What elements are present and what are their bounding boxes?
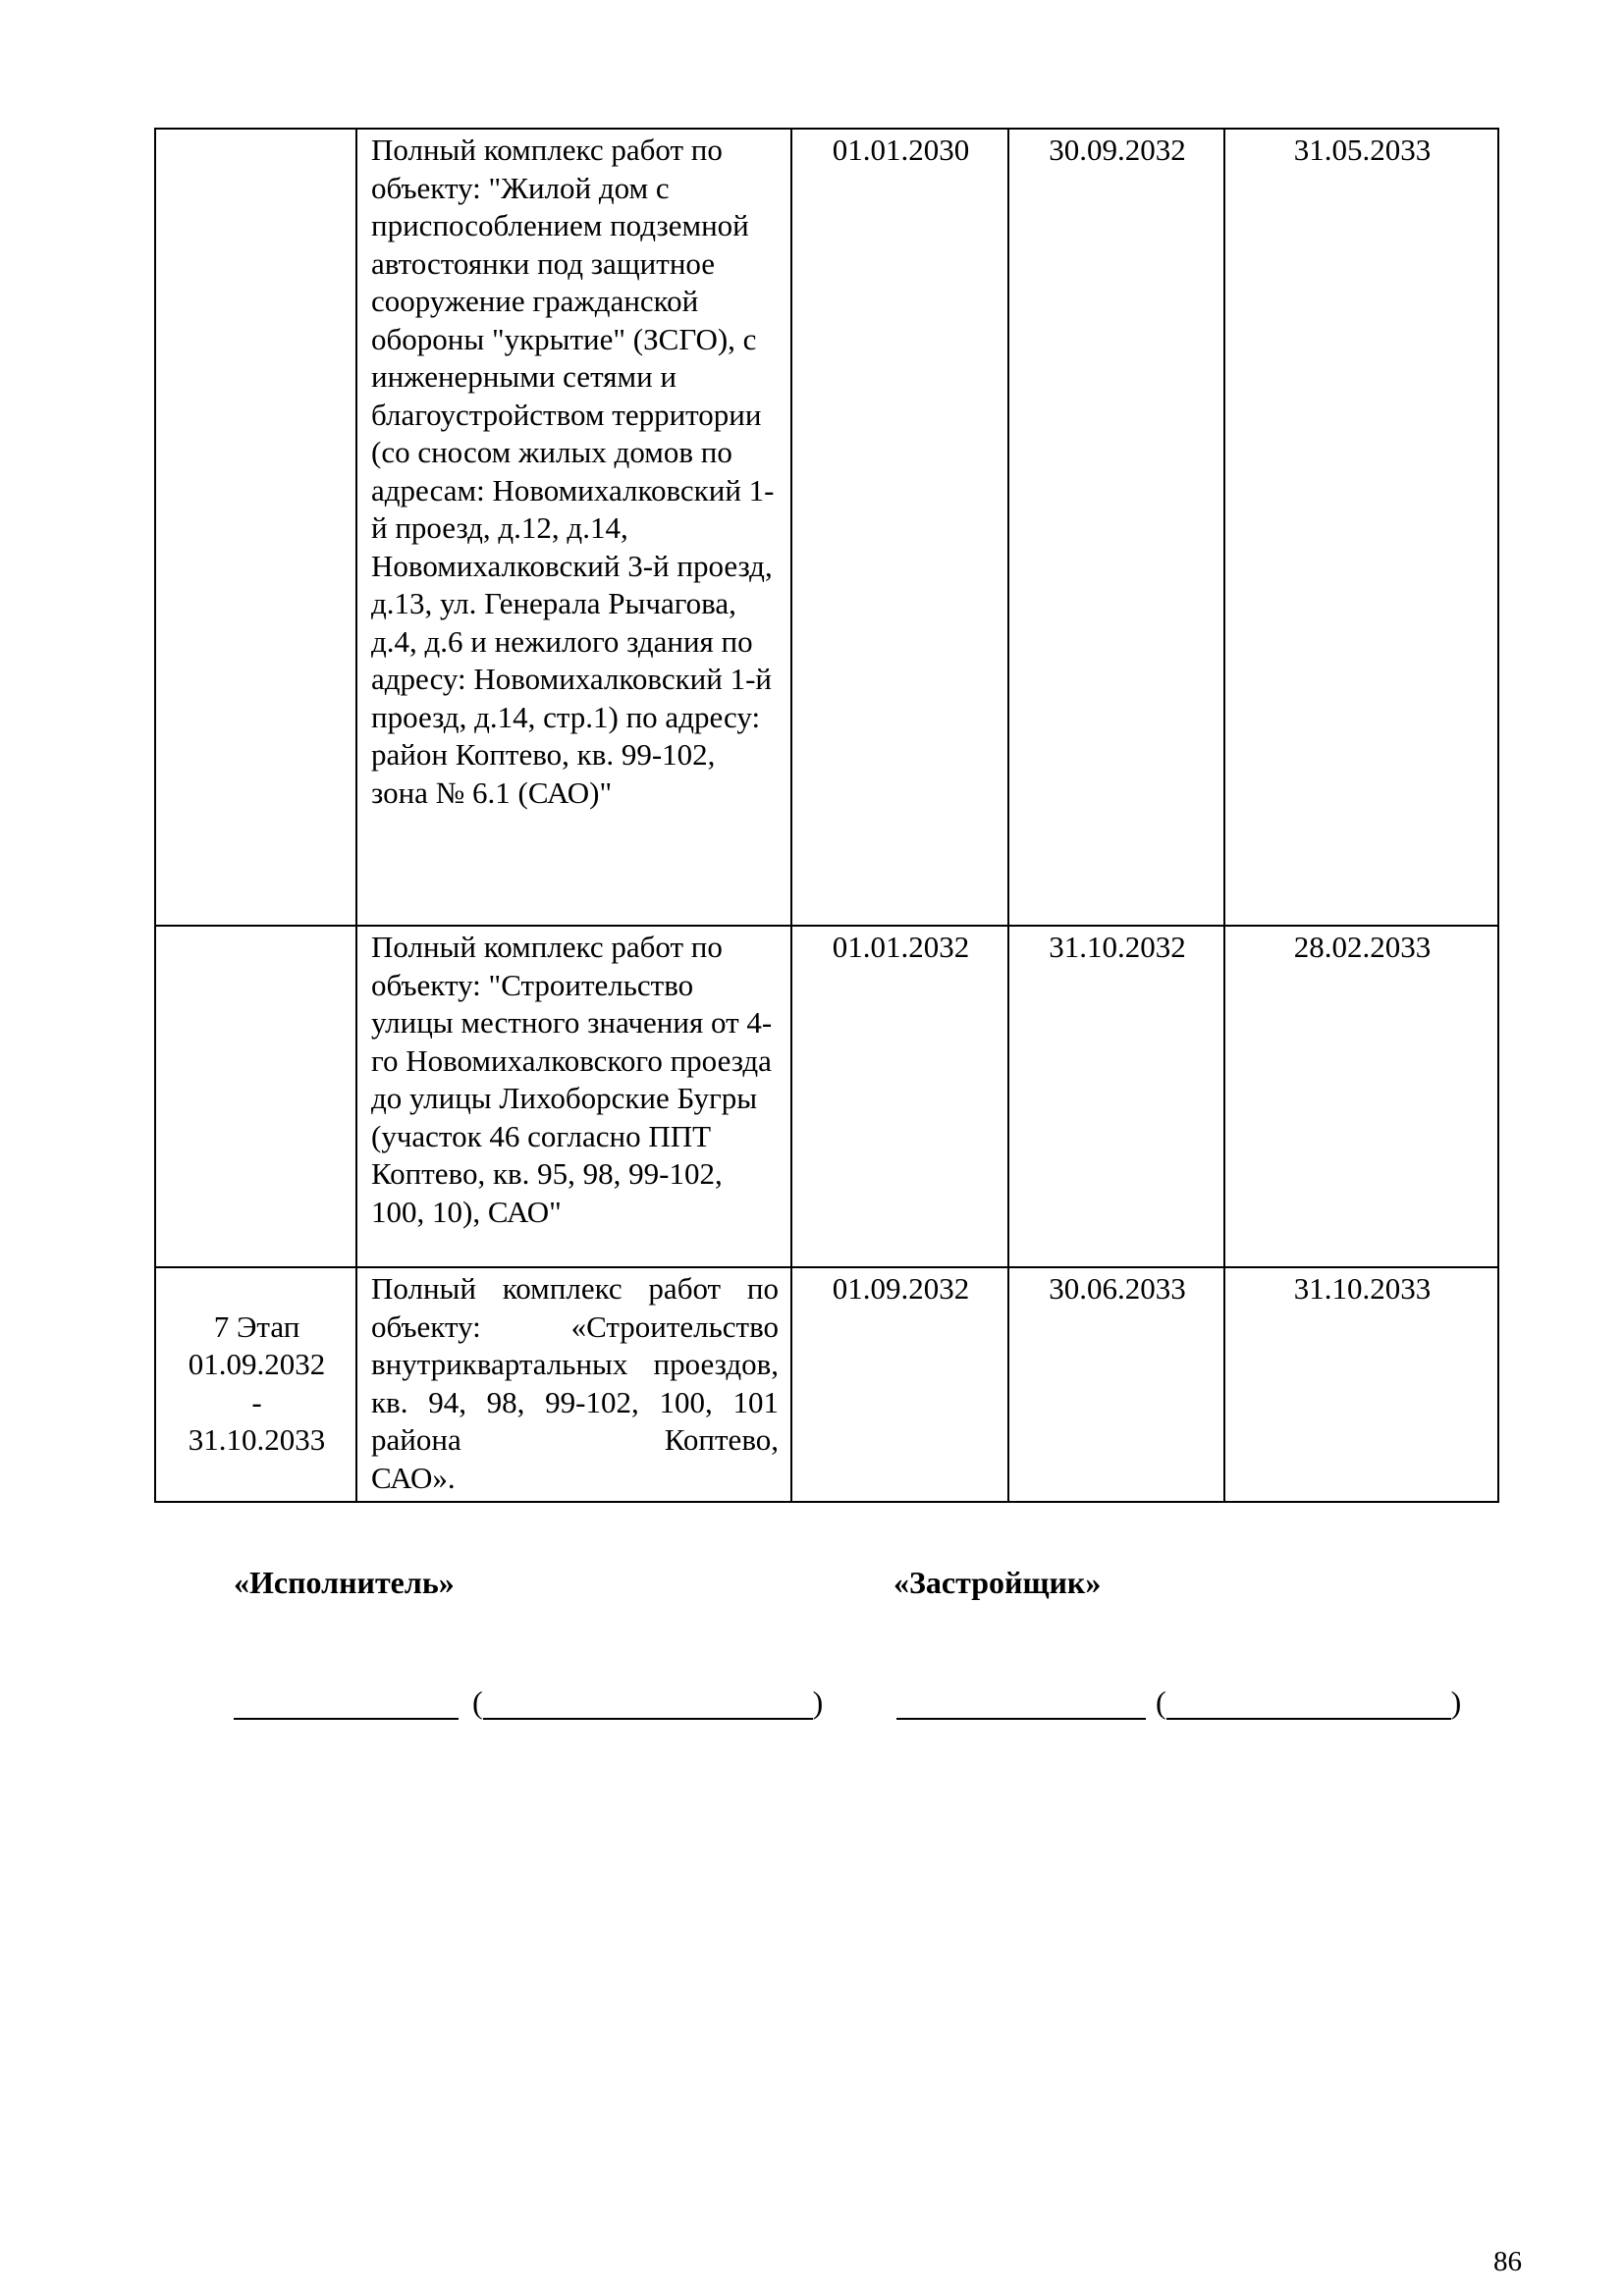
work-description: Полный комплекс работ по объекту: "Жилой дом с приспособлением подземной автостоянки под защитное сооружение гражданской обороны "укрытие" (ЗСГО), с инженерными сетями и благоустройством территории (со сносом жилых домов по адресам: Новомихалковский 1-й проезд, д.12, д.14, Новомихалковский 3-й проезд, д.13, ул. Генерала Рычагова, д.4, д.6 и нежилого здания по адресу: Новомихалковский 1-й проезд, д.14, стр.1) по адресу: район Коптево, кв. 99-102, зона № 6.1 (САО)" (356, 129, 791, 926)
close-paren: ) (812, 1684, 824, 1720)
work-description-main: Полный комплекс работ по объекту: «Строительство внутриквартальных проездов, кв. 94, 98, 99-102, 100, 101 района Коптево, (371, 1271, 779, 1457)
stage-separator: - (251, 1384, 262, 1419)
executor-signature-blank (234, 1688, 459, 1720)
date-mid: 31.10.2032 (1008, 926, 1224, 1267)
executor-name-blank (483, 1688, 813, 1720)
executor-label: «Исполнитель» (234, 1565, 455, 1600)
stage-title: 7 Этап (213, 1308, 300, 1344)
page-number: 86 (1493, 2246, 1522, 2277)
stage-cell (155, 1267, 356, 1502)
table-row (155, 129, 1498, 926)
date-start: 01.09.2032 (791, 1267, 1008, 1502)
table-row (155, 926, 1498, 1267)
work-description-last: САО». (371, 1460, 456, 1495)
developer-label: «Застройщик» (893, 1565, 1102, 1600)
date-mid: 30.09.2032 (1008, 129, 1224, 926)
date-end: 28.02.2033 (1224, 926, 1498, 1267)
open-paren: ( (472, 1684, 483, 1720)
developer-signature-line (896, 1684, 1461, 1720)
developer-name-blank (1166, 1688, 1451, 1720)
work-description (356, 1267, 791, 1502)
developer-signature-blank (896, 1688, 1146, 1720)
work-description: Полный комплекс работ по объекту: "Строительство улицы местного значения от 4-го Новомихалковского проезда до улицы Лихоборские Бугры (участок 46 согласно ППТ Коптево, кв. 95, 98, 99-102, 100, 10), САО" (356, 926, 791, 1267)
date-end: 31.05.2033 (1224, 129, 1498, 926)
stage-cell-empty (155, 129, 356, 926)
open-paren: ( (1156, 1684, 1166, 1720)
date-start: 01.01.2032 (791, 926, 1008, 1267)
close-paren: ) (1450, 1684, 1462, 1720)
date-mid: 30.06.2033 (1008, 1267, 1224, 1502)
executor-signature-line (234, 1684, 823, 1720)
table-row (155, 1267, 1498, 1502)
stage-from: 01.09.2032 (188, 1347, 326, 1381)
schedule-table (154, 128, 1499, 1503)
date-end: 31.10.2033 (1224, 1267, 1498, 1502)
date-start: 01.01.2030 (791, 129, 1008, 926)
stage-to: 31.10.2033 (188, 1422, 326, 1457)
stage-cell-empty (155, 926, 356, 1267)
